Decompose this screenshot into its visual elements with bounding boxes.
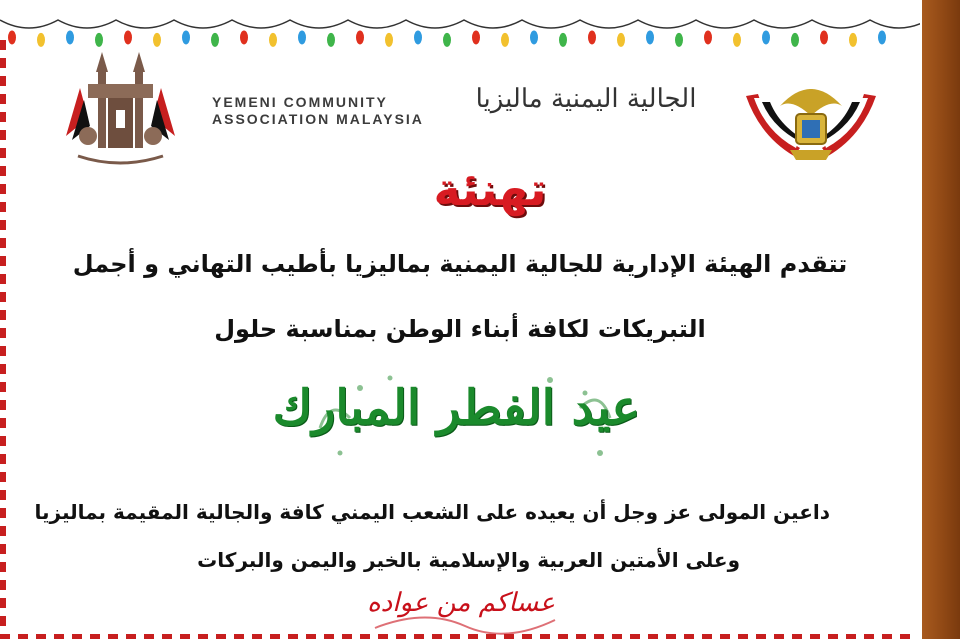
- light-bulb: [124, 30, 132, 44]
- greeting-line-2: التبريكات لكافة أبناء الوطن بمناسبة حلول: [214, 315, 706, 343]
- light-bulb: [153, 33, 161, 47]
- association-name-ar: الجالية اليمنية ماليزيا: [475, 84, 697, 114]
- light-bulb: [240, 30, 248, 44]
- light-bulb: [762, 30, 770, 44]
- association-name-en: [212, 94, 432, 128]
- light-bulb: [472, 30, 480, 44]
- light-bulb: [66, 30, 74, 44]
- light-bulb: [704, 30, 712, 44]
- right-wood-frame: [922, 0, 960, 639]
- greeting-line-3: داعين المولى عز وجل أن يعيده على الشعب اليمني كافة والجالية المقيمة بماليزيا: [34, 500, 830, 524]
- light-bulb: [559, 33, 567, 47]
- light-bulb: [8, 30, 16, 44]
- light-bulb: [791, 33, 799, 47]
- greeting-line-1: تتقدم الهيئة الإدارية للجالية اليمنية بماليزيا بأطيب التهاني و أجمل: [72, 250, 848, 278]
- string-lights-icon: [0, 0, 920, 48]
- light-bulb: [530, 30, 538, 44]
- frame-inner-border: [916, 0, 922, 639]
- community-logo-icon: [58, 48, 183, 173]
- light-bulb: [385, 33, 393, 47]
- greeting-title: تهنئة: [433, 162, 547, 216]
- light-bulb: [327, 33, 335, 47]
- light-bulb: [211, 33, 219, 47]
- light-bulb: [675, 33, 683, 47]
- light-bulb: [820, 30, 828, 44]
- light-bulb: [501, 33, 509, 47]
- light-bulb: [414, 30, 422, 44]
- light-bulb: [617, 33, 625, 47]
- light-bulb: [37, 33, 45, 47]
- association-name-en-line2: ASSOCIATION MALAYSIA: [212, 111, 424, 127]
- light-bulb: [646, 30, 654, 44]
- occasion-title: عيد الفطر المبارك: [272, 380, 640, 436]
- association-name-en-line1: YEMENI COMMUNITY: [212, 94, 388, 110]
- light-bulb: [356, 30, 364, 44]
- light-bulb: [95, 33, 103, 47]
- light-bulb: [269, 33, 277, 47]
- light-bulb: [588, 30, 596, 44]
- light-bulb: [733, 33, 741, 47]
- light-bulb: [849, 33, 857, 47]
- left-stitch-border: [0, 40, 6, 639]
- signature-text: عساكم من عواده: [367, 588, 555, 618]
- yemen-emblem-icon: [740, 76, 882, 168]
- light-bulb: [298, 30, 306, 44]
- light-bulb: [443, 33, 451, 47]
- light-bulb: [182, 30, 190, 44]
- light-bulb: [878, 30, 886, 44]
- greeting-line-4: وعلى الأمتين العربية والإسلامية بالخير واليمن والبركات: [197, 548, 740, 572]
